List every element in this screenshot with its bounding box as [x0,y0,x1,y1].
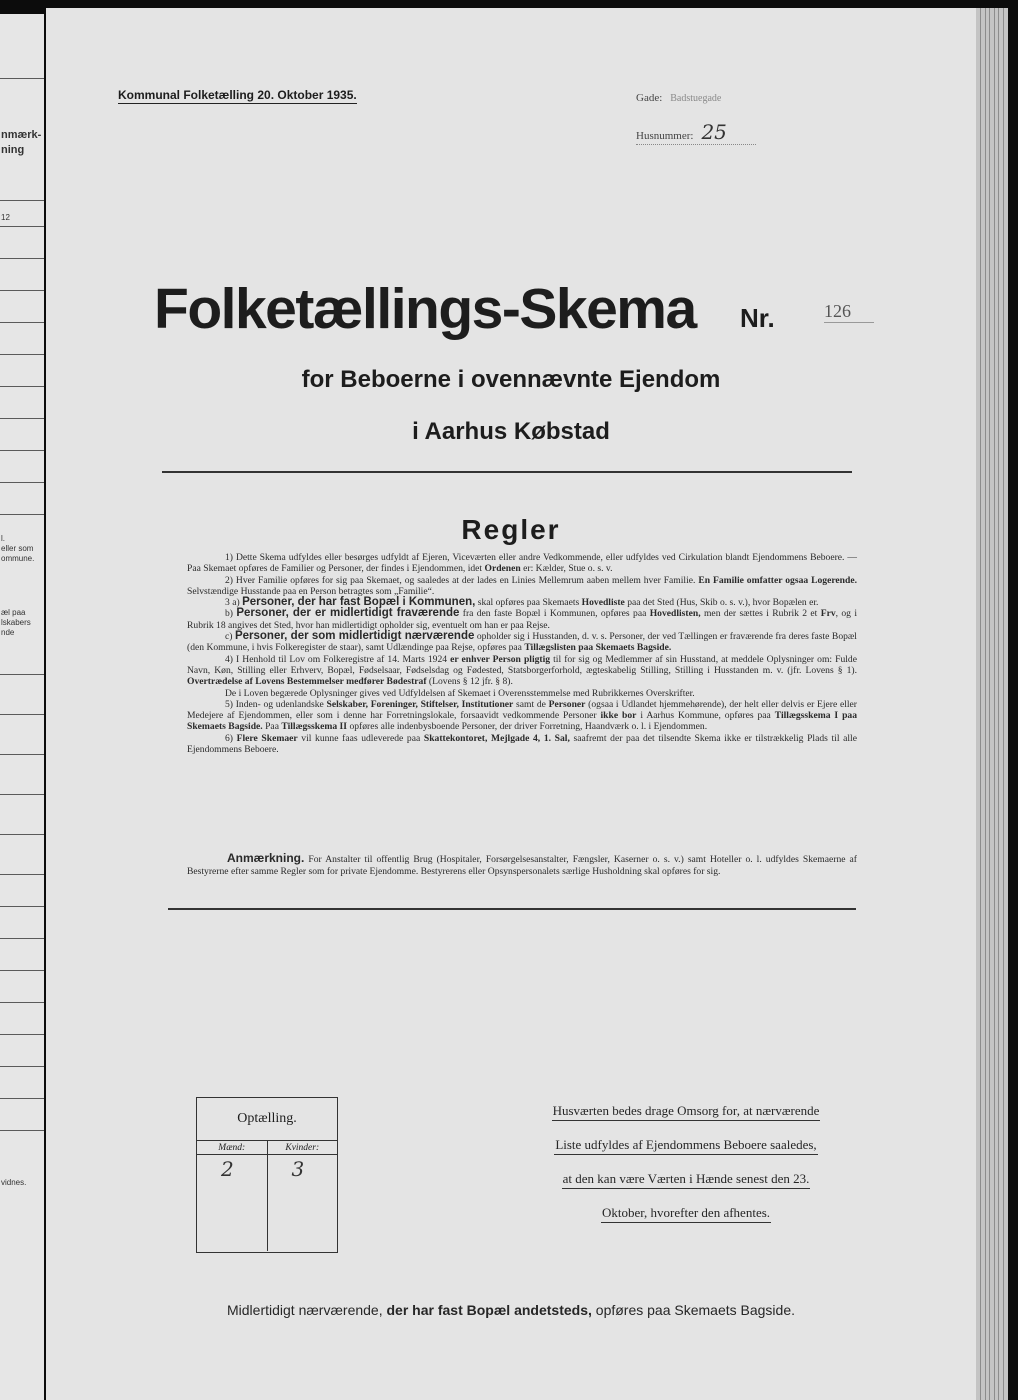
divider [168,908,856,910]
rule-3a: 3 a) Personer, der har fast Bopæl i Kommunen, skal opføres paa Skemaets Hovedliste paa det Sted (Hus, Skib o. s. v.), hvor Bopælen er. [225,596,819,609]
landlord-notice-line: at den kan være Værten i Hænde senest den 23. [562,1170,811,1189]
remark-label: Anmærkning. [227,851,305,865]
tally-women-column [267,1141,338,1251]
form-number-value: 126 [824,300,874,323]
left-page-margin [0,14,44,1400]
form-subtitle: for Beboerne i ovennævnte Ejendom [301,366,721,393]
house-number-field [636,120,756,145]
street-field [636,88,721,106]
divider [162,471,852,473]
left-margin-note: æl paa lskabers nde [1,608,31,637]
landlord-notice [486,1102,886,1238]
tally-men-value: 2 [221,1157,234,1181]
left-margin-column-number: 12 [1,213,10,222]
landlord-notice-line: Husværten bedes drage Omsorg for, at nærværende [552,1102,821,1121]
left-margin-heading: nmærk- ning [1,129,42,156]
remark-text: For Anstalter til offentlig Brug (Hospitaler, Forsørgelsesanstalter, Fængsler, Kaserner o. s. v.) samt Hoteller o. l. udfyldes Skemaerne af Bestyrerne efter samme Regler som for private Ejendomme. Bestyrerens eller Opsynspersonalets særlige Husholdning skal opføres for sig. [187,854,857,877]
tally-women-value: 3 [291,1157,305,1181]
rule-6: 6) Flere Skemaer vil kunne faas udleverede paa Skattekontoret, Mejlgade 4, 1. Sal, saafremt der paa det tilsendte Skema ikke er tilstrækkelig Plads til alle Ejendommens Beboere. [187,732,857,756]
tally-box [196,1097,338,1253]
rule-4: 4) I Henhold til Lov om Folkeregistre af 14. Marts 1924 er enhver Person pligtig til for sig og Medlemmer af sin Husstand, at meddele Oplysninger om: Fulde Navn, Køn, Stilling eller Erhverv, Bopæl, Fødselsaar, Fødselsdag og Fødested, Statsborgerforhold, ægteskabelig Stilling, Stilling i Husstanden m. v. (jfr. Lovens § 1). Overtrædelse af Lovens Bestemmelser medfører Bødestraf (Lovens § 12 jfr. § 8). [187,653,857,688]
rule-2: 2) Hver Familie opføres for sig paa Skemaet, og saaledes at der lades en Linies Mellemrum aaben mellem hver Familie. En Familie omfatter ogsaa Logerende. Selvstændige Husstande paa en Person betragtes som „Familie“. [187,574,857,597]
rule-3c: c) Personer, der som midlertidigt nærværende opholder sig i Husstanden, d. v. s. Personer, der ved Tællingen er fraværende fra deres faste Bopæl (den Kommune, i hvis Folkeregister de staar), samt Udlændinge paa Rejse, opføres paa Tillægslisten paa Skemaets Bagside. [187,630,857,654]
rule-5: 5) Inden- og udenlandske Selskaber, Foreninger, Stiftelser, Institutioner samt de Personer (ogsaa i Udlandet hjemmehørende), der helt eller delvis er Ejere eller Medejere af Ejendommen, eller som i denne har Forretningslokale, forsaavidt vedkommende Personer ikke bor i Aarhus Kommune, opføres paa Tillægsskema I paa Skemaets Bagside. Paa Tillægsskema II opføres alle indenbysboende Personer, der driver Forretning, Haandværk o. l. i Ejendommen. [187,698,857,733]
rule-3b: b) Personer, der er midlertidigt fraværende fra den faste Bopæl i Kommunen, opføres paa Hovedlisten, men der sættes i Rubrik 2 et Frv, og i Rubrik 18 angives det Sted, hvor han midlertidigt opholder sig, eventuelt om han er paa Rejse. [187,607,857,631]
census-form-page [46,8,976,1400]
rules-heading: Regler [461,514,561,545]
form-title: Folketællings-Skema [154,277,696,341]
landlord-notice-line: Oktober, hvorefter den afhentes. [601,1204,771,1223]
street-label: Gade: [636,92,663,104]
street-value: Badstuegade [670,93,722,104]
left-margin-note: l. eller som ommune. [1,534,35,563]
tally-title: Optælling. [197,1098,337,1141]
rule-4-cont: De i Loven begærede Oplysninger gives ved Udfyldelsen af Skemaet i Overensstemmelse med Rubrikkernes Overskrifter. [225,687,695,699]
left-margin-note: vidnes. [1,1178,27,1187]
tally-men-label: Mænd: [197,1141,267,1155]
footer-note: Midlertidigt nærværende, der har fast Bopæl andetsteds, opføres paa Skemaets Bagside. [226,1302,796,1318]
house-number-label: Husnummer: [636,130,694,142]
rule-1: 1) Dette Skema udfyldes eller besørges udfyldt af Ejeren, Viceværten eller andre Vedkommende, eller udfyldes ved Cirkulation blandt Ejendommens Beboere. — Paa Skemaet opføres de Familier og Personer, der findes i Ejendommen, idet Ordenen er: Kælder, Stue o. s. v. [187,552,857,575]
house-number-value: 25 [701,120,727,144]
form-number-label: Nr. [740,303,775,333]
landlord-notice-line: Liste udfyldes af Ejendommens Beboere saaledes, [554,1136,817,1155]
census-header: Kommunal Folketælling 20. Oktober 1935. [118,88,357,102]
remark-note [187,853,857,877]
tally-women-label: Kvinder: [268,1141,338,1155]
tally-men-column [197,1141,267,1251]
form-subtitle: i Aarhus Købstad [412,418,610,445]
rules-text [187,552,857,755]
book-edge [976,8,1008,1400]
